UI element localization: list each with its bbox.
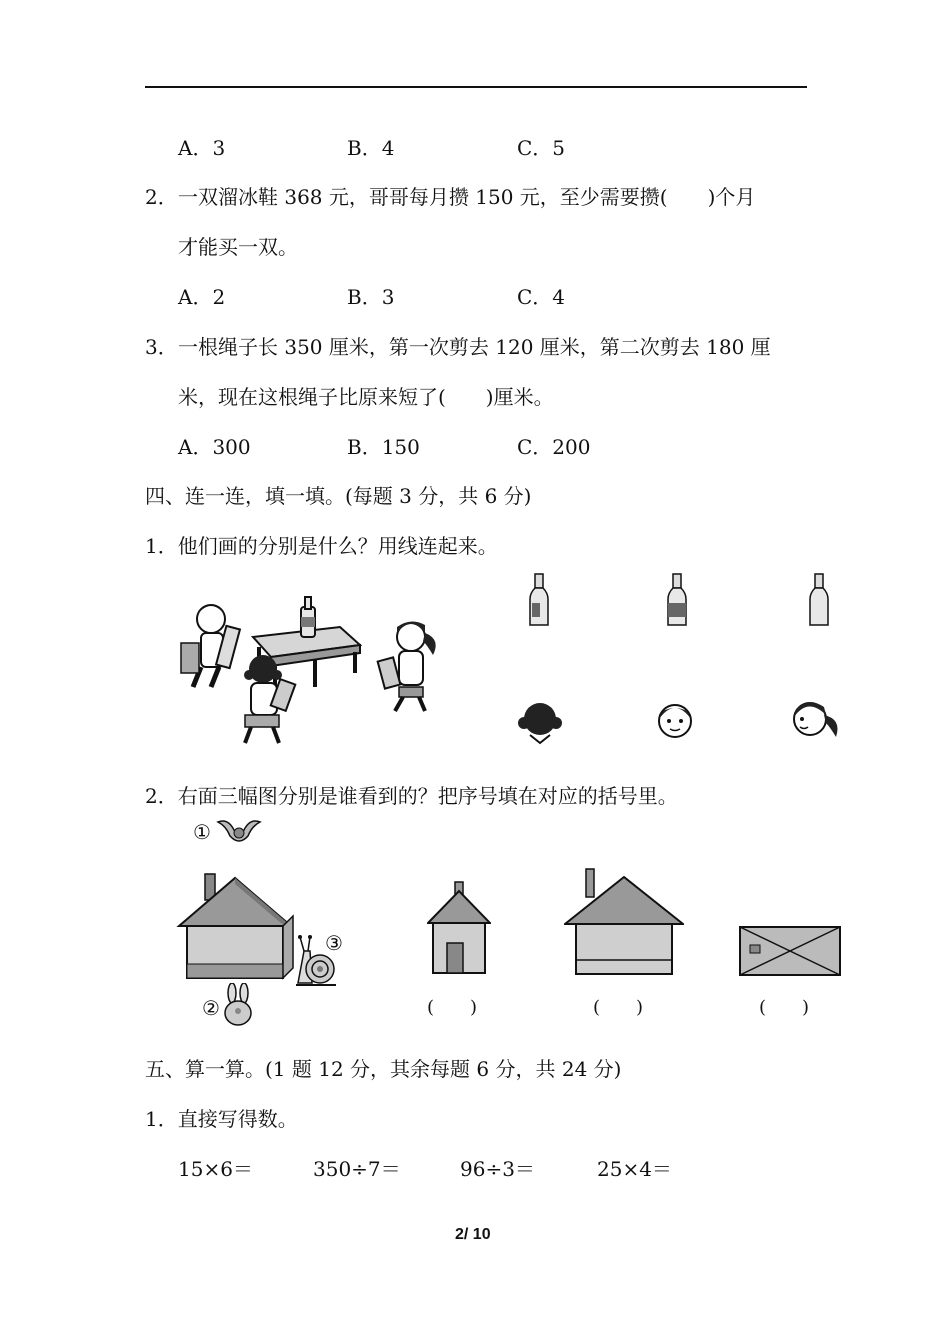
- bottle-view-icon: [666, 573, 688, 628]
- page-number: 2/ 10: [455, 1226, 491, 1243]
- marker-snail: ③: [325, 931, 343, 955]
- calc-item: 96÷3＝: [460, 1157, 535, 1181]
- answer-blank[interactable]: ( ): [593, 997, 644, 1018]
- option-c: C．200: [517, 435, 591, 459]
- question-text: 1．直接写得数。: [145, 1107, 298, 1131]
- girl-back-head-icon: [516, 695, 564, 745]
- question-text: 一根绳子长 350 厘米，第一次剪去 120 厘米，第二次剪去 180 厘: [178, 335, 771, 359]
- option-b: B．3: [347, 285, 395, 309]
- calc-item: 15×6＝: [178, 1157, 253, 1181]
- children-drawing-scene-illustration: [175, 595, 465, 750]
- calc-item: 350÷7＝: [313, 1157, 401, 1181]
- option-a: A．3: [178, 136, 226, 160]
- option-c: C．5: [517, 136, 566, 160]
- house-top-view-icon: [738, 925, 842, 977]
- section-title: 四、连一连，填一填。(每题 3 分，共 6 分): [145, 484, 532, 508]
- snail-icon: [294, 933, 338, 991]
- house-front-view-icon: [427, 881, 491, 975]
- bird-icon: [216, 816, 262, 846]
- option-c: C．4: [517, 285, 566, 309]
- rabbit-icon: [222, 983, 254, 1027]
- marker-bird: ①: [193, 820, 211, 844]
- option-b: B．150: [347, 435, 420, 459]
- question-text: 一双溜冰鞋 368 元，哥哥每月攒 150 元，至少需要攒( )个月: [178, 185, 756, 209]
- answer-blank[interactable]: ( ): [427, 997, 478, 1018]
- answer-blank[interactable]: ( ): [759, 997, 810, 1018]
- question-text: 才能买一双。: [178, 235, 298, 259]
- question-number: 2．: [145, 185, 178, 209]
- bottle-view-icon: [808, 573, 830, 628]
- question-text: 1．他们画的分别是什么？用线连起来。: [145, 534, 498, 558]
- girl-side-head-icon: [788, 693, 844, 743]
- bottle-view-icon: [528, 573, 550, 628]
- question-text: 米，现在这根绳子比原来短了( )厘米。: [178, 385, 554, 409]
- marker-rabbit: ②: [202, 996, 220, 1020]
- option-b: B．4: [347, 136, 395, 160]
- calc-item: 25×4＝: [597, 1157, 672, 1181]
- section-title: 五、算一算。(1 题 12 分，其余每题 6 分，共 24 分): [145, 1057, 622, 1081]
- boy-head-icon: [655, 697, 695, 743]
- option-a: A．2: [178, 285, 226, 309]
- question-text: 2．右面三幅图分别是谁看到的？把序号填在对应的括号里。: [145, 784, 678, 808]
- option-a: A．300: [178, 435, 251, 459]
- question-number: 3．: [145, 335, 178, 359]
- house-side-view-icon: [564, 868, 684, 976]
- header-rule: [145, 86, 807, 88]
